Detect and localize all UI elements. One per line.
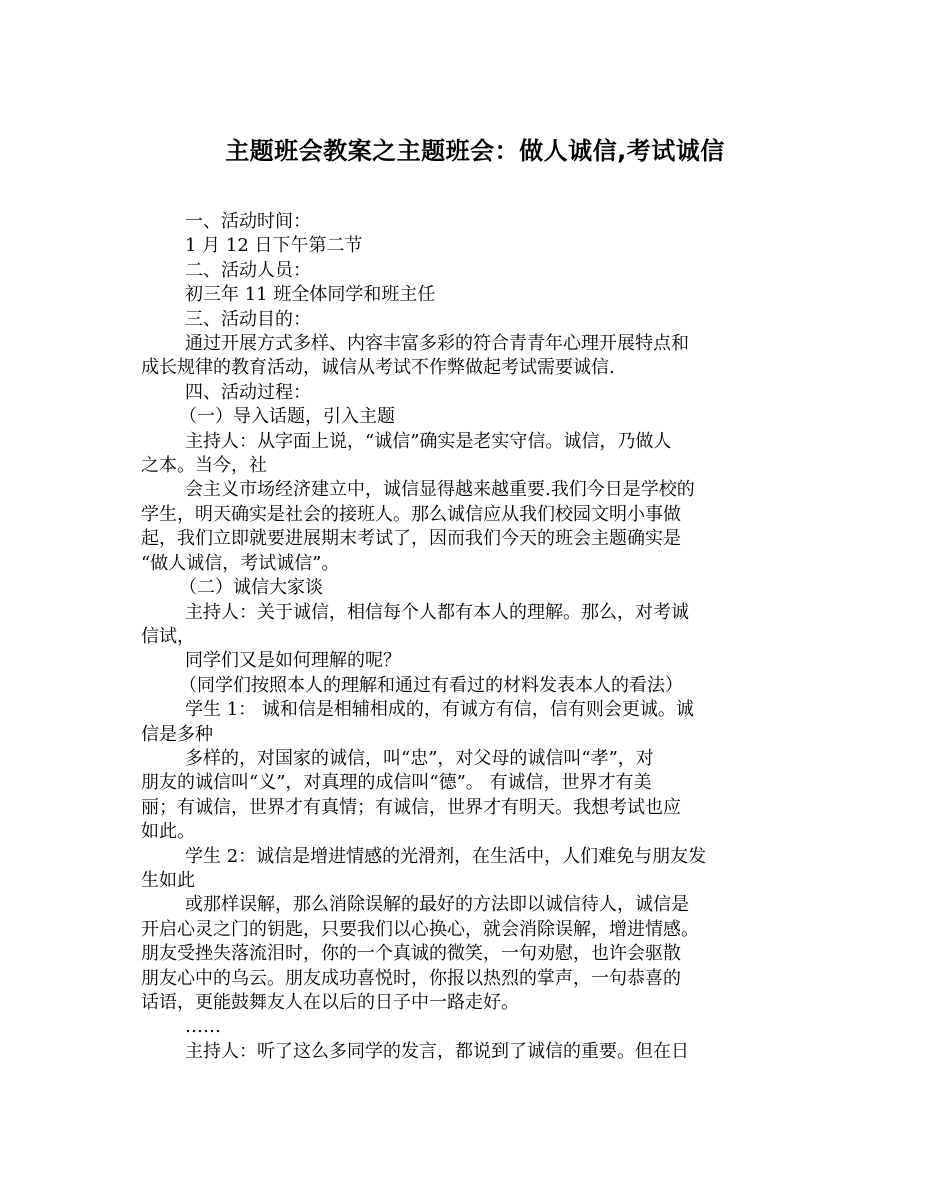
paragraph-line: “做人诚信，考试诚信”。 xyxy=(141,552,340,574)
paragraph-line: 二、活动人员： xyxy=(185,259,311,281)
paragraph-line: 信试， xyxy=(141,625,195,647)
paragraph-line: 初三年 11 班全体同学和班主任 xyxy=(185,284,436,306)
paragraph-line: 同学们又是如何理解的呢？ xyxy=(185,650,401,672)
paragraph-line: 如此。 xyxy=(141,821,195,843)
paragraph-line: 学生，明天确实是社会的接班人。那么诚信应从我们校园文明小事做 xyxy=(141,503,681,525)
paragraph-line: 一、活动时间： xyxy=(185,211,311,232)
paragraph-line: 朋友受挫失落流泪时，你的一个真诚的微笑，一句劝慰，也许会驱散 xyxy=(141,943,681,965)
paragraph-line: 主持人：从字面上说，“诚信”确实是老实守信。诚信，乃做人 xyxy=(185,430,672,452)
paragraph-line: （一）导入话题，引入主题 xyxy=(179,406,395,428)
paragraph-line: 多样的，对国家的诚信，叫“忠”，对父母的诚信叫“孝”，对 xyxy=(185,747,654,769)
paragraph-line: 丽；有诚信，世界才有真情；有诚信，世界才有明天。我想考试也应 xyxy=(141,796,681,818)
paragraph-line: 主持人：关于诚信，相信每个人都有本人的理解。那么，对考诚 xyxy=(185,601,689,623)
paragraph-line: 主持人：听了这么多同学的发言，都说到了诚信的重要。但在日 xyxy=(185,1040,689,1062)
paragraph-line: 开启心灵之门的钥匙，只要我们以心换心，就会消除误解，增进情感。 xyxy=(141,918,699,940)
paragraph-line: 信是多种 xyxy=(141,723,213,745)
paragraph-line: 1 月 12 日下午第二节 xyxy=(185,235,363,257)
paragraph-line: 三、活动目的： xyxy=(185,308,311,330)
paragraph-line: 起，我们立即就要进展期末考试了，因而我们今天的班会主题确实是 xyxy=(141,528,681,550)
paragraph-line: （同学们按照本人的理解和通过有看过的材料发表本人的看法） xyxy=(179,674,683,696)
document-title: 主题班会教案之主题班会：做人诚信,考试诚信 xyxy=(225,137,725,165)
paragraph-line: 四、活动过程： xyxy=(185,381,311,403)
paragraph-line: （二）诚信大家谈 xyxy=(179,577,323,599)
paragraph-line: 朋友的诚信叫“义”，对真理的成信叫“德”。 有诚信，世界才有美 xyxy=(141,772,652,794)
paragraph-line: …… xyxy=(185,1016,221,1038)
paragraph-line: 成长规律的教育活动，诚信从考试不作弊做起考试需要诚信. xyxy=(141,357,615,379)
paragraph-line: 话语，更能鼓舞友人在以后的日子中一路走好。 xyxy=(141,992,519,1013)
paragraph-line: 生如此 xyxy=(141,869,195,891)
paragraph-line: 学生 2：诚信是增进情感的光滑剂，在生活中，人们难免与朋友发 xyxy=(185,845,707,867)
document-body xyxy=(141,210,816,1064)
paragraph-line: 朋友心中的乌云。朋友成功喜悦时，你报以热烈的掌声，一句恭喜的 xyxy=(141,967,681,989)
paragraph-line: 会主义市场经济建立中，诚信显得越来越重要.我们今日是学校的 xyxy=(185,479,695,501)
paragraph-line: 或那样误解，那么消除误解的最好的方法即以诚信待人，诚信是 xyxy=(185,894,689,916)
paragraph-line: 之本。当今，社 xyxy=(141,455,267,477)
paragraph-line: 学生 1： 诚和信是相辅相成的，有诚方有信，信有则会更诚。诚 xyxy=(185,699,694,721)
paragraph-line: 通过开展方式多样、内容丰富多彩的符合青青年心理开展特点和 xyxy=(185,333,689,355)
